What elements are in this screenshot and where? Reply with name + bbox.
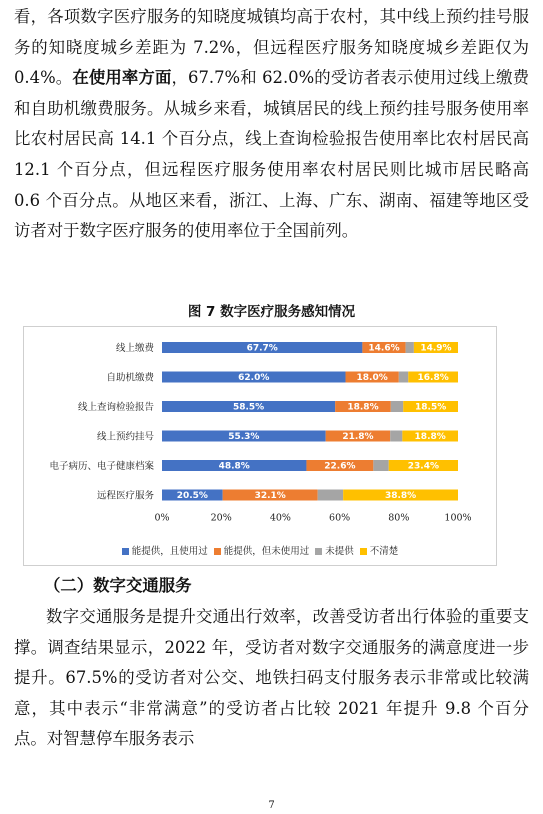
paragraph-text-a: 看，各项数字医疗服务的知晓度城镇均高于农村，其中线上预约挂号服务的知晓度城乡差距为 7.2%，但远程医疗服务知晓度城乡差距仅为 0.4%。: [14, 7, 529, 88]
data-label: 62.0%: [238, 373, 270, 384]
legend-swatch: [122, 548, 129, 555]
data-label: 18.0%: [356, 373, 388, 384]
category-label: 远程医疗服务: [96, 490, 154, 502]
data-label: 14.6%: [368, 343, 400, 354]
category-label: 自助机缴费: [106, 372, 154, 384]
data-label: 14.9%: [420, 343, 452, 354]
bar-segment: [399, 372, 408, 383]
x-tick-label: 0%: [154, 512, 170, 524]
legend-label: 能提供，但未使用过: [223, 546, 310, 557]
bar-segment: [390, 431, 402, 442]
bar-segment: [373, 460, 388, 471]
bar-segment: [391, 401, 403, 412]
figure-title: 图 7 数字医疗服务感知情况: [187, 304, 356, 320]
paragraph-text-b: ，67.7%和 62.0%的受访者表示使用过线上缴费和自助机缴费服务。从城乡来看，城镇居民的线上预约挂号服务使用率比农村居民高 14.1 个百分点，线上查询检验报告使用率比农村居民高 12.1 个百分点，但远程医疗服务使用率农村居民则比城市居民略高 0.6 个百分点。从地区来看，浙江、上海、广东、湖南、福建等地区受访者对于数字医疗服务的使用率位于全国前列。: [14, 68, 529, 241]
legend-item: [122, 543, 208, 557]
data-label: 16.8%: [417, 373, 449, 384]
paragraph-medical-usage: [14, 2, 529, 247]
paragraph-transport: 数字交通服务是提升交通出行效率，改善受访者出行体验的重要支撑。调查结果显示，2022 年，受访者对数字交通服务的满意度进一步提升。67.5%的受访者对公交、地铁扫码支付服务表示非常或比较满意，其中表示“非常满意”的受访者占比较 2021 年提升 9.8 个百分点。对智慧停车服务表示: [14, 607, 529, 749]
x-tick-label: 100%: [444, 512, 472, 524]
data-label: 55.3%: [228, 432, 260, 443]
legend-label: 能提供，且使用过: [131, 546, 208, 557]
legend-item: [315, 543, 354, 557]
category-label: 线上缴费: [115, 343, 154, 354]
category-label: 线上预约挂号: [96, 431, 154, 443]
bar-segment: [406, 342, 414, 353]
x-tick-label: 40%: [269, 512, 291, 524]
bar-segment: [318, 490, 343, 501]
legend-swatch: [214, 548, 221, 555]
legend-item: [214, 543, 310, 557]
x-tick-label: 60%: [329, 512, 351, 524]
legend-label: 不清楚: [369, 546, 399, 557]
legend-item: [360, 543, 399, 557]
section-heading: （二）数字交通服务: [44, 576, 192, 595]
paragraph-bold-phrase: 在使用率方面: [72, 68, 172, 88]
category-label: 电子病历、电子健康档案: [49, 461, 154, 472]
x-tick-label: 80%: [388, 512, 410, 524]
legend-label: 未提供: [325, 546, 354, 557]
legend-swatch: [360, 548, 367, 555]
data-label: 22.6%: [324, 461, 356, 472]
stacked-bar-chart: [23, 326, 497, 566]
data-label: 32.1%: [254, 491, 286, 502]
category-label: 线上查询检验报告: [77, 402, 154, 413]
data-label: 23.4%: [407, 461, 439, 472]
data-label: 18.8%: [347, 402, 379, 413]
data-label: 67.7%: [246, 343, 278, 354]
data-label: 48.8%: [218, 461, 250, 472]
data-label: 58.5%: [232, 402, 265, 413]
page-number: 7: [268, 800, 275, 811]
data-label: 38.8%: [384, 491, 417, 502]
legend-swatch: [315, 548, 322, 555]
data-label: 20.5%: [176, 491, 208, 502]
data-label: 21.8%: [342, 432, 374, 443]
chart-canvas: [24, 327, 496, 565]
chart-legend: [24, 543, 496, 557]
data-label: 18.8%: [414, 432, 446, 443]
data-label: 18.5%: [415, 402, 447, 413]
x-tick-label: 20%: [210, 512, 232, 524]
